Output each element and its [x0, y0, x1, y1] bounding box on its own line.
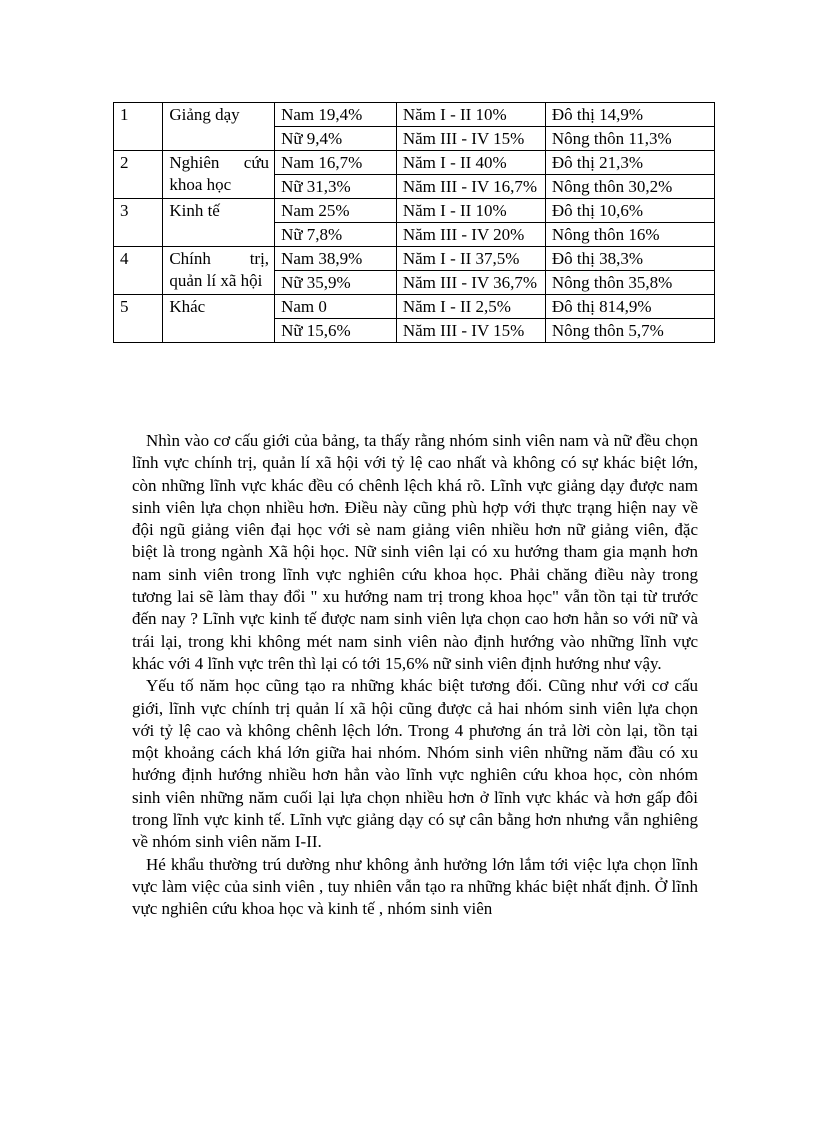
male-cell: Nam 25% [275, 199, 397, 223]
rural-cell: Nông thôn 11,3% [545, 127, 714, 151]
female-cell: Nữ 35,9% [275, 271, 397, 295]
rural-cell: Nông thôn 5,7% [545, 319, 714, 343]
row-number: 5 [114, 295, 163, 343]
year-early-cell: Năm I - II 10% [396, 199, 545, 223]
female-cell: Nữ 9,4% [275, 127, 397, 151]
field-name-text: Kinh tế [169, 201, 220, 220]
urban-cell: Đô thị 38,3% [545, 247, 714, 271]
year-late-cell: Năm III - IV 20% [396, 223, 545, 247]
table-row [114, 151, 715, 175]
table-row [114, 199, 715, 223]
row-number: 2 [114, 151, 163, 199]
field-name [163, 295, 275, 343]
male-cell: Nam 19,4% [275, 103, 397, 127]
field-name [163, 199, 275, 247]
year-late-text: Năm III - IV 16,7% [402, 177, 538, 196]
urban-cell: Đô thị 814,9% [545, 295, 714, 319]
field-name-text: Chính trị, quản lí xã hội [169, 249, 270, 290]
paragraph-gender-analysis: Nhìn vào cơ cấu giới của bảng, ta thấy rằng nhóm sinh viên nam và nữ đều chọn lĩnh vực chính trị, quản lí xã hội với tỷ lệ cao nhất và không có sự khác biệt lớn, còn những lĩnh vực khác đều có chênh lệch khá rõ. Lĩnh vực giảng dạy được nam sinh viên lựa chọn nhiều hơn. Điều này cũng phù hợp với thực trạng hiện nay về đội ngũ giảng viên đại học với sè nam giảng viên nhiều hơn nữ giảng viên, đặc biệt là trong ngành Xã hội học. Nữ sinh viên lại có xu hướng tham gia mạnh hơn nam sinh viên trong lĩnh vực nghiên cứu khoa học. Phải chăng điều này trong tương lai sẽ làm thay đổi " xu hướng nam trị trong khoa học" vẫn tồn tại từ trước đến nay ? Lĩnh vực kinh tế được nam sinh viên lựa chọn cao hơn hẳn so với nữ và trái lại, trong khi không mét nam sinh viên nào định hướng vào những lĩnh vực khác với 4 lĩnh vực trên thì lại có tới 15,6% nữ sinh viên định hướng như vậy. [132, 431, 698, 673]
male-cell: Nam 16,7% [275, 151, 397, 175]
field-name [163, 247, 275, 295]
field-name-text: Khác [169, 297, 206, 316]
female-cell: Nữ 15,6% [275, 319, 397, 343]
year-late-cell: Năm III - IV 15% [396, 127, 545, 151]
urban-cell: Đô thị 14,9% [545, 103, 714, 127]
female-cell: Nữ 7,8% [275, 223, 397, 247]
year-late-cell [396, 175, 545, 199]
row-number: 3 [114, 199, 163, 247]
female-cell: Nữ 31,3% [275, 175, 397, 199]
year-early-cell: Năm I - II 37,5% [396, 247, 545, 271]
year-late-cell: Năm III - IV 15% [396, 319, 545, 343]
urban-cell: Đô thị 10,6% [545, 199, 714, 223]
row-number: 1 [114, 103, 163, 151]
year-early-cell: Năm I - II 2,5% [396, 295, 545, 319]
field-choice-table [113, 102, 715, 343]
table-row [114, 247, 715, 271]
urban-cell: Đô thị 21,3% [545, 151, 714, 175]
field-name-text: Giảng dạy [169, 105, 240, 124]
year-late-cell [396, 271, 545, 295]
field-name-text: Nghiên cứu khoa học [169, 153, 270, 194]
body-text [132, 430, 698, 921]
year-early-cell: Năm I - II 10% [396, 103, 545, 127]
year-early-cell: Năm I - II 40% [396, 151, 545, 175]
field-name [163, 103, 275, 151]
row-number: 4 [114, 247, 163, 295]
table-row [114, 103, 715, 127]
male-cell: Nam 38,9% [275, 247, 397, 271]
paragraph-residence-analysis: Hé khẩu thường trú dường như không ảnh hưởng lớn lắm tới việc lựa chọn lĩnh vực làm việc của sinh viên , tuy nhiên vẫn tạo ra những khác biệt nhất định. Ở lĩnh vực nghiên cứu khoa học và kinh tế , nhóm sinh viên [132, 854, 698, 919]
field-name [163, 151, 275, 199]
male-cell: Nam 0 [275, 295, 397, 319]
year-late-text: Năm III - IV 36,7% [402, 273, 538, 292]
rural-cell: Nông thôn 30,2% [545, 175, 714, 199]
rural-cell: Nông thôn 16% [545, 223, 714, 247]
rural-cell: Nông thôn 35,8% [545, 271, 714, 295]
paragraph-year-analysis: Yếu tố năm học cũng tạo ra những khác biệt tương đối. Cũng như với cơ cấu giới, lĩnh vực chính trị quản lí xã hội cũng được cả hai nhóm sinh viên lựa chọn với tỷ lệ cao và không chênh lệch lớn. Trong 4 phương án trả lời còn lại, tồn tại một khoảng cách khá lớn giữa hai nhóm. Nhóm sinh viên những năm đầu có xu hướng định hướng nhiều hơn hẳn vào lĩnh vực nghiên cứu khoa học, còn nhóm sinh viên những năm cuối lại lựa chọn nhiều hơn ở lĩnh vực khác và hơn gấp đôi trong lĩnh vực kinh tế. Lĩnh vực giảng dạy có sự cân bằng hơn nhưng vẫn nghiêng về nhóm sinh viên năm I-II. [132, 676, 698, 852]
table-row [114, 295, 715, 319]
